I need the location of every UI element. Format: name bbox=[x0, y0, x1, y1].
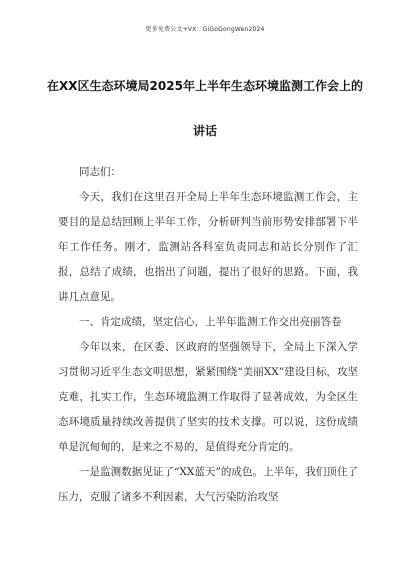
paragraph-achievements: 今年以来，在区委、区政府的坚强领导下，全局上下深入学习贯彻习近平生态文明思想，紧紧围绕“美丽XX”建设目标，攻坚克难，扎实工作，生态环境监测工作取得了显著成效，为全区生态环境质量持续改善提供了坚实的技术支撑。可以说，这份成绩单是沉甸甸的，是来之不易的，是值得充分肯定的。 bbox=[58, 341, 358, 453]
document-title-line-1: 在XX区生态环境局2025年上半年生态环境监测工作会上的 bbox=[47, 79, 363, 93]
section-heading-1: 一、肯定成绩，坚定信心，上半年监测工作交出亮丽答卷 bbox=[79, 316, 342, 328]
document-title-line-2: 讲话 bbox=[192, 124, 217, 138]
paragraph-point-1: 一是监测数据见证了“XX蓝天”的成色。上半年，我们顶住了压力，克服了诸多不利因素，大气污染防治攻坚 bbox=[58, 466, 358, 503]
paragraph-intro: 今天，我们在这里召开全局上半年生态环境监测工作会，主要目的是总结回顾上半年工作，分析研判当前形势安排部署下半年工作任务。刚才，监测站各科室负责同志和站长分别作了汇报，总结了成绩，也指出了问题，提出了很好的思路。下面，我讲几点意见。 bbox=[58, 191, 358, 303]
header-note: 更多免费公文+VX：GiGoGongWen2024 bbox=[145, 26, 265, 33]
document-body bbox=[58, 160, 358, 510]
salutation: 同志们： bbox=[79, 166, 121, 178]
